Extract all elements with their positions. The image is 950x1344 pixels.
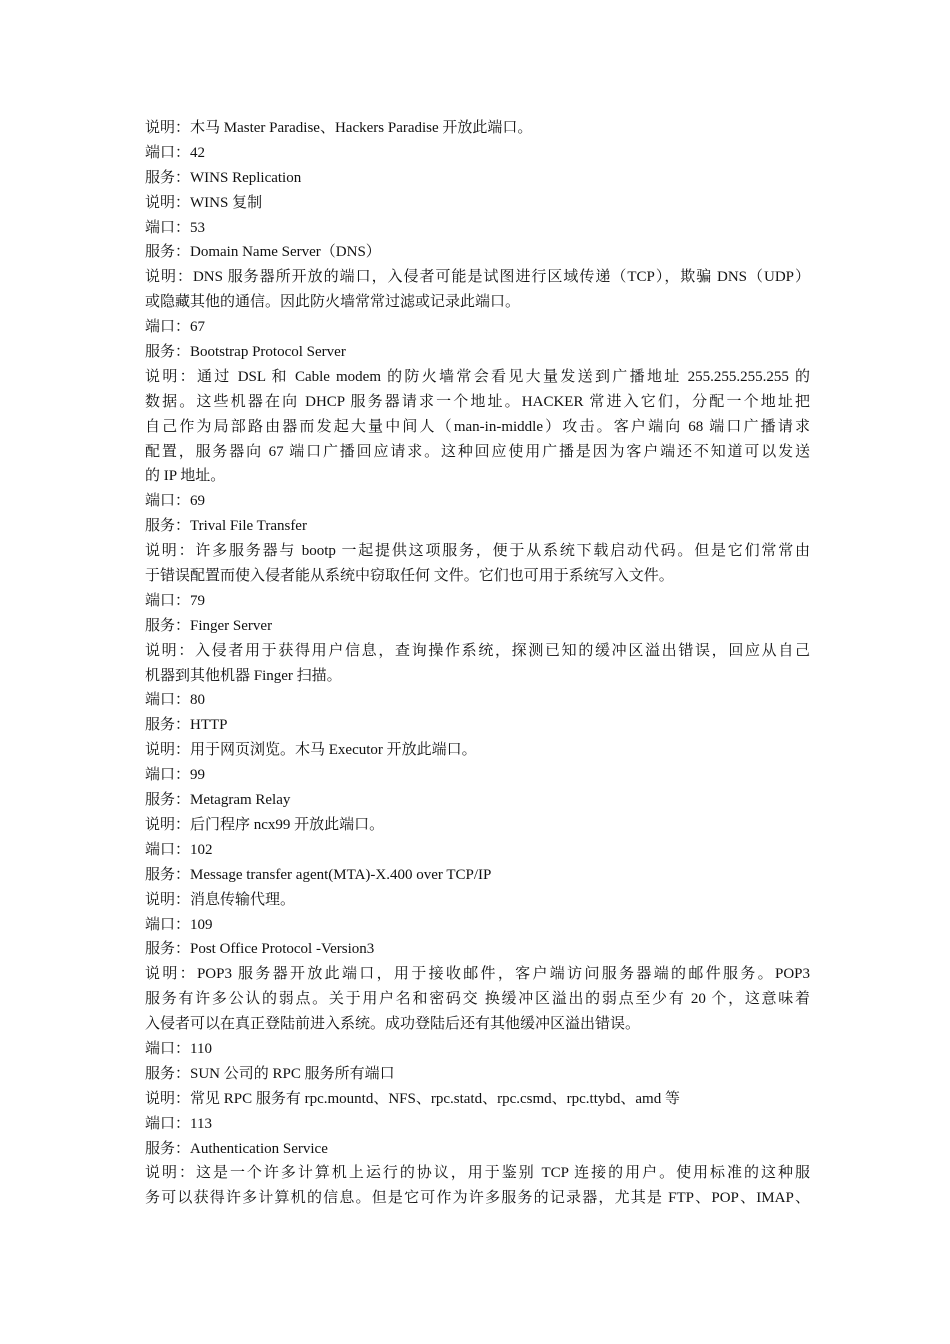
text-line: 服务：Bootstrap Protocol Server (145, 344, 346, 361)
text-line: 说明：DNS 服务器所开放的端口，入侵者可能是试图进行区域传递（TCP），欺骗 DNS（UDP） (145, 269, 810, 286)
text-line: 服务：Trival File Transfer (145, 518, 307, 535)
text-line: 服务：Message transfer agent(MTA)-X.400 over TCP/IP (145, 866, 492, 883)
text-line: 端口：42 (145, 144, 206, 161)
text-line: 说明：这是一个许多计算机上运行的协议，用于鉴别 TCP 连接的用户。使用标准的这种服 (145, 1165, 810, 1182)
text-line: 端口：69 (145, 493, 206, 510)
text-line: 端口：80 (145, 692, 206, 709)
text-line: 端口：113 (145, 1115, 212, 1132)
text-line: 说明：消息传输代理。 (145, 891, 296, 908)
text-line: 端口：53 (145, 219, 206, 236)
text-line: 或隐藏其他的通信。因此防火墙常常过滤或记录此端口。 (145, 294, 521, 311)
text-line: 端口：67 (145, 319, 206, 336)
text-line: 说明：后门程序 ncx99 开放此端口。 (145, 816, 385, 833)
text-line: 端口：109 (145, 916, 213, 933)
text-line: 说明：常见 RPC 服务有 rpc.mountd、NFS、rpc.statd、rpc.csmd、rpc.ttybd、amd 等 (145, 1090, 680, 1107)
text-line: 说明：POP3 服务器开放此端口，用于接收邮件，客户端访问服务器端的邮件服务。POP3 (145, 966, 810, 983)
text-line: 说明：通过 DSL 和 Cable modem 的防火墙常会看见大量发送到广播地址 255.255.255.255 的 (145, 368, 810, 385)
text-line: 于错误配置而使入侵者能从系统中窃取任何 文件。它们也可用于系统写入文件。 (145, 568, 674, 585)
text-line: 服务：WINS Replication (145, 169, 302, 186)
text-line: 自己作为局部路由器而发起大量中间人（man-in-middle）攻击。客户端向 68 端口广播请求 (145, 418, 810, 435)
text-line: 端口：110 (145, 1040, 212, 1057)
text-line: 务可以获得许多计算机的信息。但是它可作为许多服务的记录器，尤其是 FTP、POP、IMAP、 (145, 1190, 810, 1207)
text-line: 入侵者可以在真正登陆前进入系统。成功登陆后还有其他缓冲区溢出错误。 (145, 1016, 641, 1033)
text-line: 服务：Domain Name Server（DNS） (145, 244, 381, 261)
text-line: 服务：Metagram Relay (145, 792, 291, 809)
text-line: 机器到其他机器 Finger 扫描。 (145, 667, 342, 684)
text-line: 配置，服务器向 67 端口广播回应请求。这种回应使用广播是因为客户端还不知道可以发送 (145, 443, 810, 460)
text-line: 服务：Post Office Protocol -Version3 (145, 941, 375, 958)
text-line: 服务：HTTP (145, 717, 228, 734)
text-line: 说明：用于网页浏览。木马 Executor 开放此端口。 (145, 742, 477, 759)
text-line: 服务：Finger Server (145, 617, 273, 634)
text-line: 说明：木马 Master Paradise、Hackers Paradise 开放此端口。 (145, 120, 533, 136)
text-line: 服务有许多公认的弱点。关于用户名和密码交 换缓冲区溢出的弱点至少有 20 个，这意味着 (145, 991, 810, 1008)
text-line: 端口：102 (145, 841, 213, 858)
document-page (145, 116, 810, 1211)
text-line: 服务：Authentication Service (145, 1140, 328, 1157)
text-line: 的 IP 地址。 (145, 468, 226, 485)
text-line: 说明：WINS 复制 (145, 194, 263, 211)
text-line: 说明：许多服务器与 bootp 一起提供这项服务，便于从系统下载启动代码。但是它们常常由 (145, 543, 810, 560)
text-line: 端口：99 (145, 767, 206, 784)
text-line: 端口：79 (145, 592, 206, 609)
text-line: 说明：入侵者用于获得用户信息，查询操作系统，探测已知的缓冲区溢出错误，回应从自己 (145, 642, 810, 659)
text-line: 数据。这些机器在向 DHCP 服务器请求一个地址。HACKER 常进入它们，分配一个地址把 (145, 393, 810, 410)
text-line: 服务：SUN 公司的 RPC 服务所有端口 (145, 1065, 395, 1082)
